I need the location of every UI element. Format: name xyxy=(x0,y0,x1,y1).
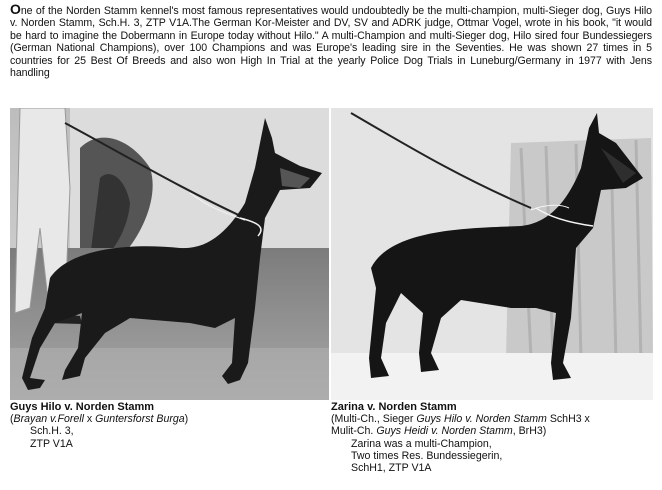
note-line-1: Zarina was a multi-Champion, xyxy=(351,437,492,450)
drop-cap: O xyxy=(10,1,21,17)
dog-photo-left-image xyxy=(10,108,329,400)
dog-photo-right-image xyxy=(331,108,653,400)
caption-guys-hilo xyxy=(10,401,320,450)
sire-name: Brayan v.Forell xyxy=(13,413,84,426)
pedigree-suffix-1: SchH3 x xyxy=(546,413,590,426)
intro-text: ne of the Norden Stamm kennel's most famous representatives would undoubtedly be the multi-champion, multi-Sieger dog, Guys Hilo v. Norden Stamm, Sch.H. 3, ZTP V1A.The German Kor-Meister and DV, SV and ADRK judge, Ottmar Vogel, wrote in his book, "it would be hard to imagine the Dobermann in Europe today without Hilo." A multi-Champion and multi-Sieger dog, Hilo sired four Bundessiegers (German National Champions), over 100 Champions and was Europe's leading sire in the Seventies. He was shown 27 times in 5 countries for 25 Best Of Breeds and also won High In Trial at the yearly Police Dog Trials in Luneburg/Germany in 1977 with Jens handling xyxy=(10,5,652,80)
pedigree-right-line-2 xyxy=(331,425,653,437)
pedigree-right-line-1 xyxy=(331,413,653,425)
pedigree-prefix-1: (Multi-Ch., Sieger xyxy=(331,413,417,426)
dog-name-right: Zarina v. Norden Stamm xyxy=(331,401,457,413)
pedigree-prefix-2: Mulit-Ch. xyxy=(331,425,377,438)
dam-name: Guntersforst Burga xyxy=(95,413,185,426)
dam-name-right: Guys Heidi v. Norden Stamm xyxy=(376,425,513,438)
paren-open: ( xyxy=(10,413,14,426)
title-line-2: ZTP V1A xyxy=(30,437,73,450)
note-line-2: Two times Res. Bundessiegerin, xyxy=(351,449,503,462)
note-line-3: SchH1, ZTP V1A xyxy=(351,462,432,475)
caption-zarina xyxy=(331,401,653,474)
pedigree-suffix-2: , BrH3) xyxy=(512,425,547,438)
pedigree-left xyxy=(10,413,320,425)
cross-sep: x xyxy=(83,413,96,426)
title-line-1: Sch.H. 3, xyxy=(30,425,74,438)
photo-guys-hilo xyxy=(10,108,329,400)
paren-close: ) xyxy=(184,413,189,426)
sire-name-right: Guys Hilo v. Norden Stamm xyxy=(416,413,547,426)
intro-paragraph xyxy=(10,1,652,80)
photo-zarina xyxy=(331,108,653,400)
dog-name-left: Guys Hilo v. Norden Stamm xyxy=(10,401,155,413)
